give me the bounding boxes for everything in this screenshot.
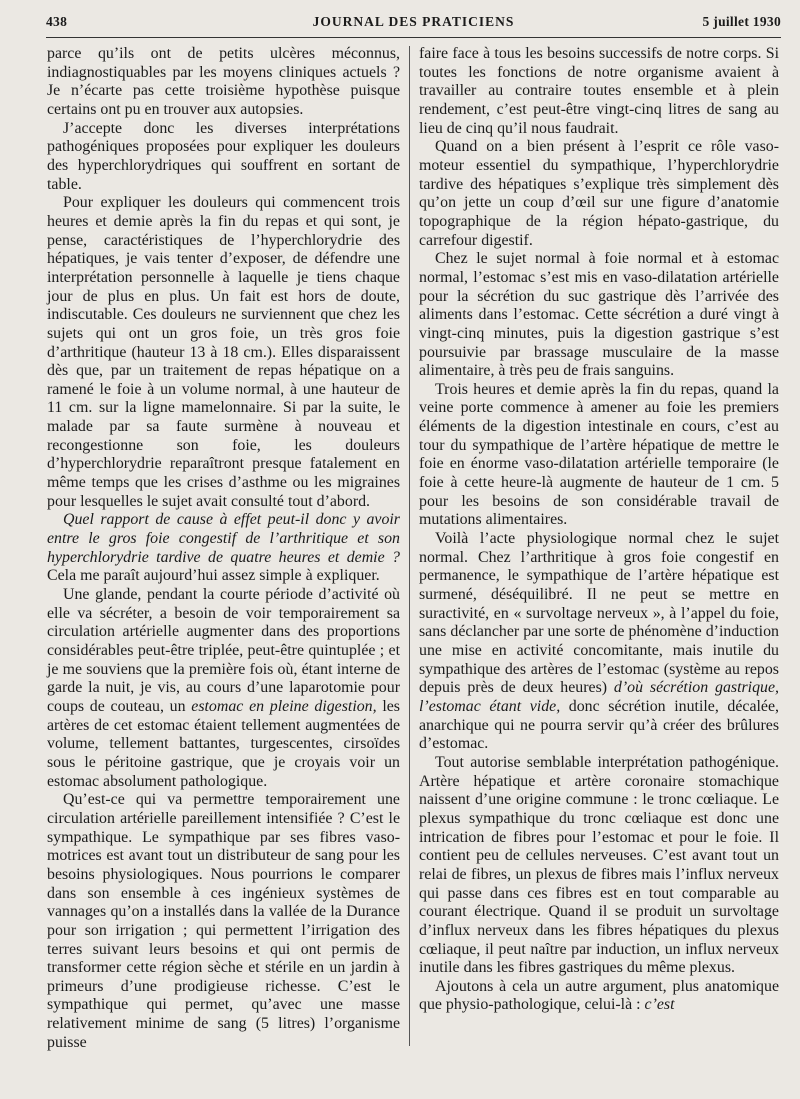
page-header <box>46 12 781 34</box>
right-column <box>419 45 779 1085</box>
paragraph: Quel rapport de cause à effet peut-il donc y avoir entre le gros foie congestif de l’arthritique et son hyperchlorydrie tardive de quatre heures et demie ? Cela me paraît aujourd’hui assez simple à expliquer. <box>47 511 400 585</box>
italic-question: Quel rapport de cause à effet peut-il donc y avoir entre le gros foie congestif de l’arthritique et son hyperchlorydrie tardive de quatre heures et demie ? <box>47 511 400 566</box>
paragraph: Quand on a bien présent à l’esprit ce rôle vaso-moteur essentiel du sympathique, l’hyperchlorydrie tardive des hépatiques s’explique très simplement dès qu’on jette un coup d’œil sur une figure d’anatomie topographique de la région hépato-gastrique, du carrefour digestif. <box>419 138 779 249</box>
paragraph: Tout autorise semblable interprétation pathogénique. Artère hépatique et artère coronaire stomachique naissent d’une origine commune : le tronc cœliaque. Le plexus sympathique du tronc cœliaque est donc une intrication de fibres pour l’estomac et pour le foie. Il contient peu de cellules nerveuses. C’est avant tout un relai de fibres, un plexus de fibres mais l’influx nerveux qui passe dans ces fibres est en tout comparable au courant électrique. Quand il se produit un survoltage d’influx nerveux dans les fibres hépatiques du plexus cœliaque, il peut naître par induction, un influx nerveux inutile dans les fibres gastriques du même plexus. <box>419 753 779 977</box>
column-divider <box>409 46 410 1046</box>
paragraph: Qu’est-ce qui va permettre temporairement une circulation artérielle pareillement intensifiée ? C’est le sympathique. Le sympathique par ses fibres vaso-motrices est avant tout un distributeur de sang pour les besoins physiologiques. Nous pourrions le comparer dans son ensemble à ces ingénieux systèmes de vannages qu’on a installés dans la vallée de la Durance pour son irrigation ; qui permettent l’irrigation des terres suivant leurs besoins et qui ont permis de transformer cette région sèche et stérile en un jardin à primeurs d’une prodigieuse richesse. C’est le sympathique qui permet, qu’avec une masse relativement minime de sang (5 litres) l’organisme puisse <box>47 791 400 1051</box>
paragraph: Voilà l’acte physiologique normal chez le sujet normal. Chez l’arthritique à gros foie congestif en permanence, le sympathique de l’artère hépatique est surmené, déséquilibré. Il ne peut se mettre en suractivité, en « survoltage nerveux », à l’appel du foie, sans déclancher par une sorte de phénomène d’induction une mise en activité concomitante, mais inutile du sympathique des artères de l’estomac (système au repos depuis près de deux heures) d’où sécrétion gastrique, l’estomac étant vide, donc sécrétion inutile, décalée, anarchique qui ne pourra servir qu’à créer des brûlures d’estomac. <box>419 530 779 753</box>
paragraph: Ajoutons à cela un autre argument, plus anatomique que physio-pathologique, celui-là : c’est <box>419 977 779 1014</box>
journal-title: JOURNAL DES PRATICIENS <box>312 14 515 29</box>
paragraph: Chez le sujet normal à foie normal et à estomac normal, l’estomac s’est mis en vaso-dilatation artérielle pour la sécrétion du suc gastrique dès l’arrivée des aliments dans l’estomac. Cette sécrétion a duré vingt à vingt-cinq minutes, puis la digestion gastrique s’est poursuivie par brassage musculaire de la masse alimentaire, à très peu de frais sanguins. <box>419 250 779 380</box>
paragraph: Trois heures et demie après la fin du repas, quand la veine porte commence à amener au foie les premiers éléments de la digestion intestinale en cours, c’est au tour du sympathique de l’artère hépatique de mettre le foie en énorme vaso-dilatation artérielle temporaire (le foie à cette heure-là augmente de hauteur de 1 cm. 5 pour les besoins de son considérable travail de mutations alimentaires. <box>419 380 779 529</box>
paragraph: faire face à tous les besoins successifs de notre corps. Si toutes les fonctions de notre organisme avaient à travailler au contraire toutes ensemble et à plein rendement, c’est peut-être vingt-cinq litres de sang au lieu de cinq qu’il nous faudrait. <box>419 45 779 137</box>
paragraph: J’accepte donc les diverses interprétations pathogéniques proposées pour expliquer les douleurs des hyperchlorydriques qui souffrent en sortant de table. <box>47 119 400 193</box>
left-column <box>47 45 400 1085</box>
paragraph: Pour expliquer les douleurs qui commencent trois heures et demie après la fin du repas et qui sont, je pense, caractéristiques de l’hyperchlorydrie des hépatiques, je vais tenter d’exposer, de défendre une interprétation personnelle à laquelle je tiens chaque jour de plus en plus. Un fait est hors de doute, indiscutable. Ces douleurs ne surviennent que chez les sujets qui ont un gros foie, un très gros foie d’arthritique (hauteur 13 à 18 cm.). Elles disparaissent dès que, par un traitement de repas hépatique on a ramené le foie à un volume normal, à une hauteur de 11 cm. sur la ligne mamelonnaire. Si par la suite, le malade par sa faute surmène à nouveau et recongestionne son foie, les douleurs d’hyperchlorydrie reparaîtront presque fatalement en même temps que les crises d’asthme ou les migraines pour lesquelles le sujet avait consulté tout d’abord. <box>47 194 400 510</box>
page-number: 438 <box>46 14 68 29</box>
paragraph: parce qu’ils ont de petits ulcères méconnus, indiagnostiquables par les moyens cliniques actuels ? Je n’écarte pas cette troisième hypothèse puisque certains ont pu en trouver aux autopsies. <box>47 45 400 118</box>
issue-date: 5 juillet 1930 <box>702 14 781 29</box>
header-rule <box>46 37 781 38</box>
paragraph: Une glande, pendant la courte période d’activité où elle va sécréter, a besoin de voir temporairement sa circulation artérielle augmenter dans des proportions considérables peut-être triplée, peut-être quintuplée ; et je me souviens que la première fois où, étant interne de garde la nuit, je vis, au cours d’une laparotomie pour coups de couteau, un estomac en pleine digestion, les artères de cet estomac étaient tellement augmentées de volume, tellement battantes, turgescentes, cirsoïdes sous le péritoine gastrique, que je croyais voir un estomac absolument pathologique. <box>47 586 400 790</box>
